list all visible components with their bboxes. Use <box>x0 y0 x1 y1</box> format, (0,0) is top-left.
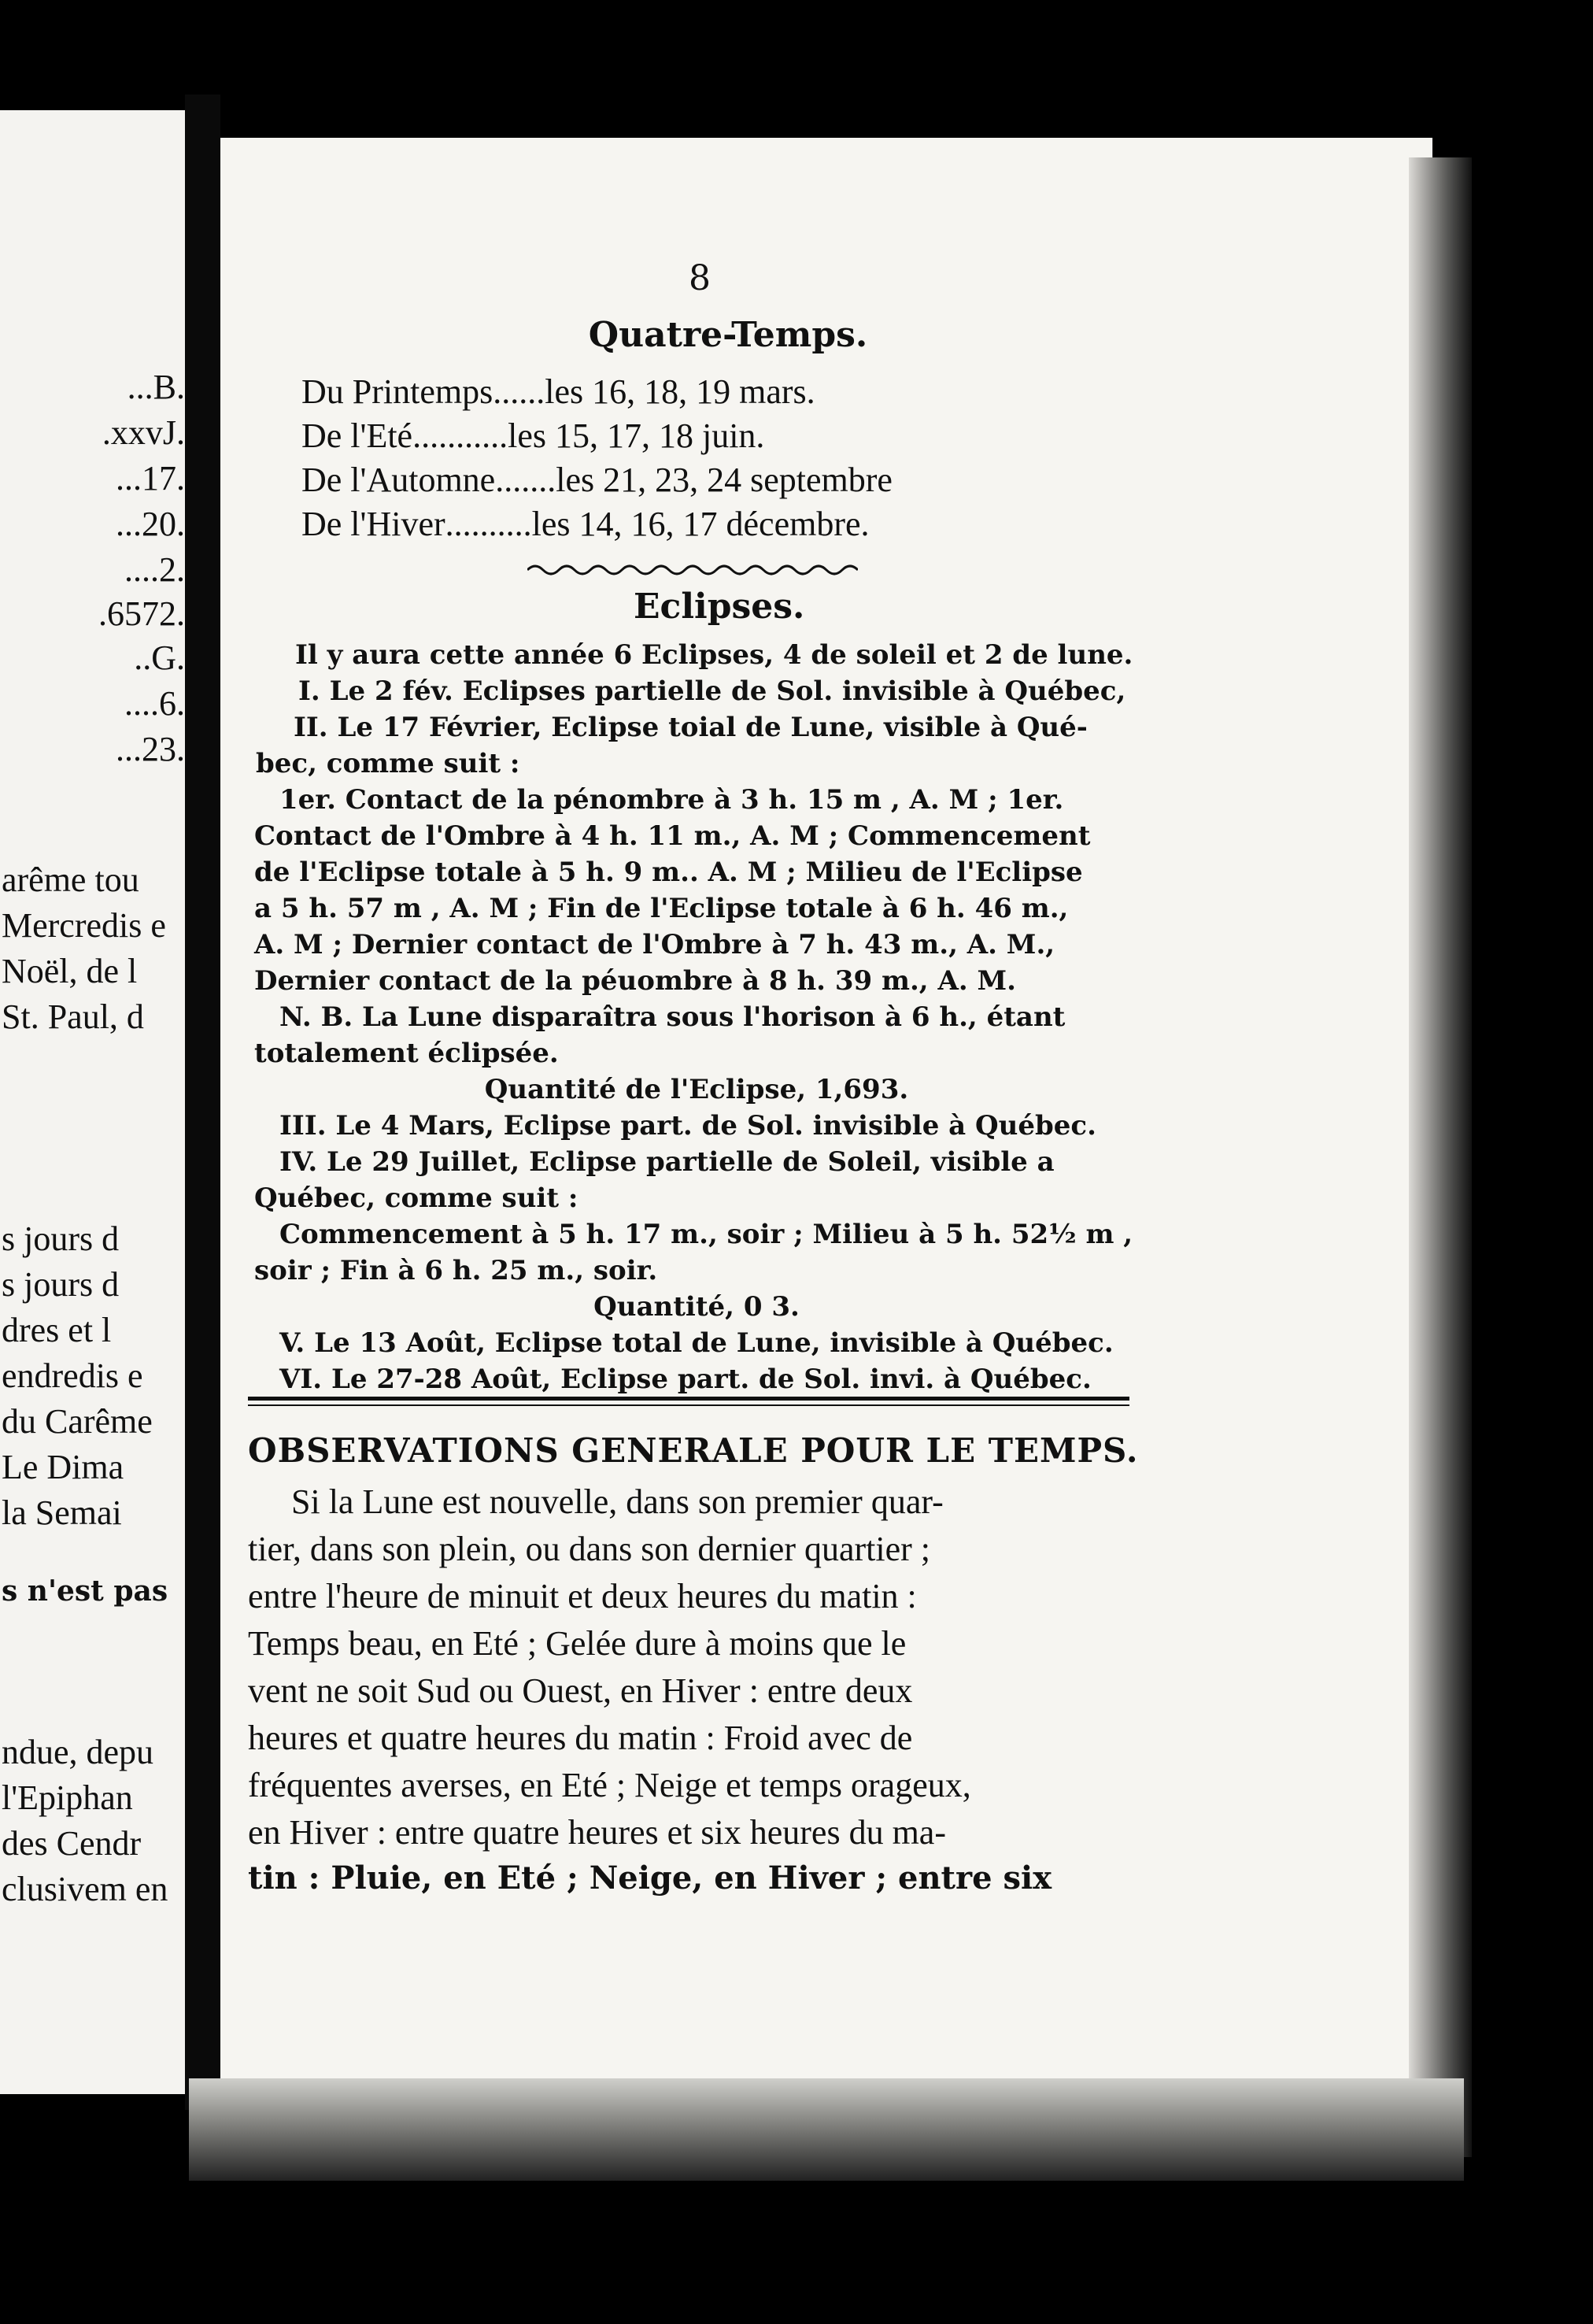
eclipse-line: N. B. La Lune disparaîtra sous l'horison à 6 h., étant <box>279 1001 1066 1033</box>
left-page-fragment: Mercredis e <box>2 906 166 945</box>
left-page-value: ..G. <box>134 638 185 677</box>
page-edge-shadow <box>1409 157 1472 2157</box>
observation-line: fréquentes averses, en Eté ; Neige et temps orageux, <box>248 1766 971 1804</box>
left-page <box>0 110 185 2094</box>
left-page-value: ...23. <box>116 730 185 768</box>
season-dates: les 14, 16, 17 décembre. <box>531 505 870 543</box>
eclipse-line: III. Le 4 Mars, Eclipse part. de Sol. invisible à Québec. <box>279 1110 1096 1142</box>
eclipse-line: V. Le 13 Août, Eclipse total de Lune, invisible à Québec. <box>279 1327 1114 1359</box>
season-dates: les 15, 17, 18 juin. <box>508 416 765 455</box>
eclipse-line: totalement éclipsée. <box>254 1038 559 1069</box>
left-page-fragment: St. Paul, d <box>2 997 144 1036</box>
left-page-fragment: s n'est pas <box>2 1575 168 1608</box>
left-page-value: .6572. <box>98 594 185 633</box>
eclipse-line: Quantité, 0 3. <box>593 1291 800 1323</box>
page-number: 8 <box>689 258 711 298</box>
eclipse-line: soir ; Fin à 6 h. 25 m., soir. <box>254 1255 658 1286</box>
left-page-fragment: clusivem en <box>2 1870 168 1908</box>
eclipse-line: I. Le 2 fév. Eclipses partielle de Sol. invisible à Québec, <box>298 675 1126 707</box>
left-page-fragment: Noël, de l <box>2 952 138 990</box>
left-page-fragment: Le Dima <box>2 1448 124 1486</box>
observation-line: entre l'heure de minuit et deux heures du matin : <box>248 1577 917 1615</box>
quatre-temps-row <box>301 416 1151 456</box>
eclipse-line: 1er. Contact de la pénombre à 3 h. 15 m , A. M ; 1er. <box>279 784 1064 816</box>
eclipse-line: Dernier contact de la péuombre à 8 h. 39 m., A. M. <box>254 965 1017 997</box>
left-page-fragment: la Semai <box>2 1493 122 1532</box>
eclipse-line: Commencement à 5 h. 17 m., soir ; Milieu à 5 h. 52½ m , <box>279 1219 1133 1250</box>
left-page-value: ...20. <box>116 505 185 543</box>
left-page-value: .xxvJ. <box>102 413 185 452</box>
quatre-temps-title: Quatre-Temps. <box>588 315 868 355</box>
ornamental-wave-divider <box>527 561 858 579</box>
quatre-temps-row <box>301 504 1151 544</box>
eclipse-line: a 5 h. 57 m , A. M ; Fin de l'Eclipse totale à 6 h. 46 m., <box>254 893 1069 924</box>
leader-dots: .......... <box>445 505 532 543</box>
scan-border <box>0 0 1593 102</box>
eclipse-line: II. Le 17 Février, Eclipse toial de Lune, visible à Qué- <box>294 712 1088 743</box>
observation-line: Si la Lune est nouvelle, dans son premier quar- <box>291 1482 944 1521</box>
leader-dots: ........... <box>412 416 508 455</box>
left-page-fragment: ndue, depu <box>2 1733 154 1771</box>
season-dates: les 21, 23, 24 septembre <box>556 461 893 499</box>
left-page-fragment: dres et l <box>2 1311 112 1349</box>
eclipse-line: VI. Le 27-28 Août, Eclipse part. de Sol. invi. à Québec. <box>279 1364 1092 1395</box>
observation-line: heures et quatre heures du matin : Froid avec de <box>248 1719 913 1757</box>
eclipse-line: Quantité de l'Eclipse, 1,693. <box>484 1074 909 1105</box>
page-bottom-shadow <box>189 2078 1464 2181</box>
eclipse-line: Il y aura cette année 6 Eclipses, 4 de soleil et 2 de lune. <box>295 639 1133 671</box>
double-rule-divider <box>248 1393 1145 1412</box>
observation-line: tin : Pluie, en Eté ; Neige, en Hiver ; entre six <box>248 1860 1052 1897</box>
book-gutter <box>185 94 220 2110</box>
season-label: De l'Hiver <box>301 505 445 543</box>
observation-line: en Hiver : entre quatre heures et six heures du ma- <box>248 1813 946 1852</box>
eclipses-title: Eclipses. <box>634 587 805 627</box>
season-dates: les 16, 18, 19 mars. <box>545 372 815 411</box>
eclipse-line: Québec, comme suit : <box>254 1182 578 1214</box>
left-page-fragment: arême tou <box>2 860 139 899</box>
eclipse-line: Contact de l'Ombre à 4 h. 11 m., A. M ; Commencement <box>254 820 1091 852</box>
left-page-value: ...17. <box>116 459 185 498</box>
left-page-value: ...B. <box>127 368 185 406</box>
season-label: De l'Eté <box>301 416 413 455</box>
eclipse-line: IV. Le 29 Juillet, Eclipse partielle de Soleil, visible a <box>279 1146 1055 1178</box>
left-page-fragment: des Cendr <box>2 1824 142 1863</box>
left-page-fragment: s jours d <box>2 1219 120 1258</box>
season-label: Du Printemps <box>301 372 493 411</box>
observations-title: OBSERVATIONS GENERALE POUR LE TEMPS. <box>248 1431 1139 1470</box>
quatre-temps-row <box>301 460 1151 500</box>
season-label: De l'Automne <box>301 461 496 499</box>
leader-dots: ....... <box>495 461 556 499</box>
observation-line: vent ne soit Sud ou Ouest, en Hiver : entre deux <box>248 1671 913 1710</box>
observation-line: tier, dans son plein, ou dans son dernier quartier ; <box>248 1530 931 1568</box>
leader-dots: ...... <box>493 372 545 411</box>
left-page-value: ....6. <box>124 684 185 723</box>
eclipse-line: bec, comme suit : <box>256 748 520 779</box>
left-page-fragment: s jours d <box>2 1265 120 1304</box>
left-page-fragment: du Carême <box>2 1402 153 1441</box>
left-page-fragment: endredis e <box>2 1356 143 1395</box>
observation-line: Temps beau, en Eté ; Gelée dure à moins que le <box>248 1624 907 1663</box>
left-page-fragment: l'Epiphan <box>2 1778 133 1817</box>
eclipse-line: de l'Eclipse totale à 5 h. 9 m.. A. M ; Milieu de l'Eclipse <box>254 857 1083 888</box>
eclipse-line: A. M ; Dernier contact de l'Ombre à 7 h. 43 m., A. M., <box>254 929 1055 960</box>
quatre-temps-row <box>301 372 1151 412</box>
left-page-value: ....2. <box>124 550 185 589</box>
